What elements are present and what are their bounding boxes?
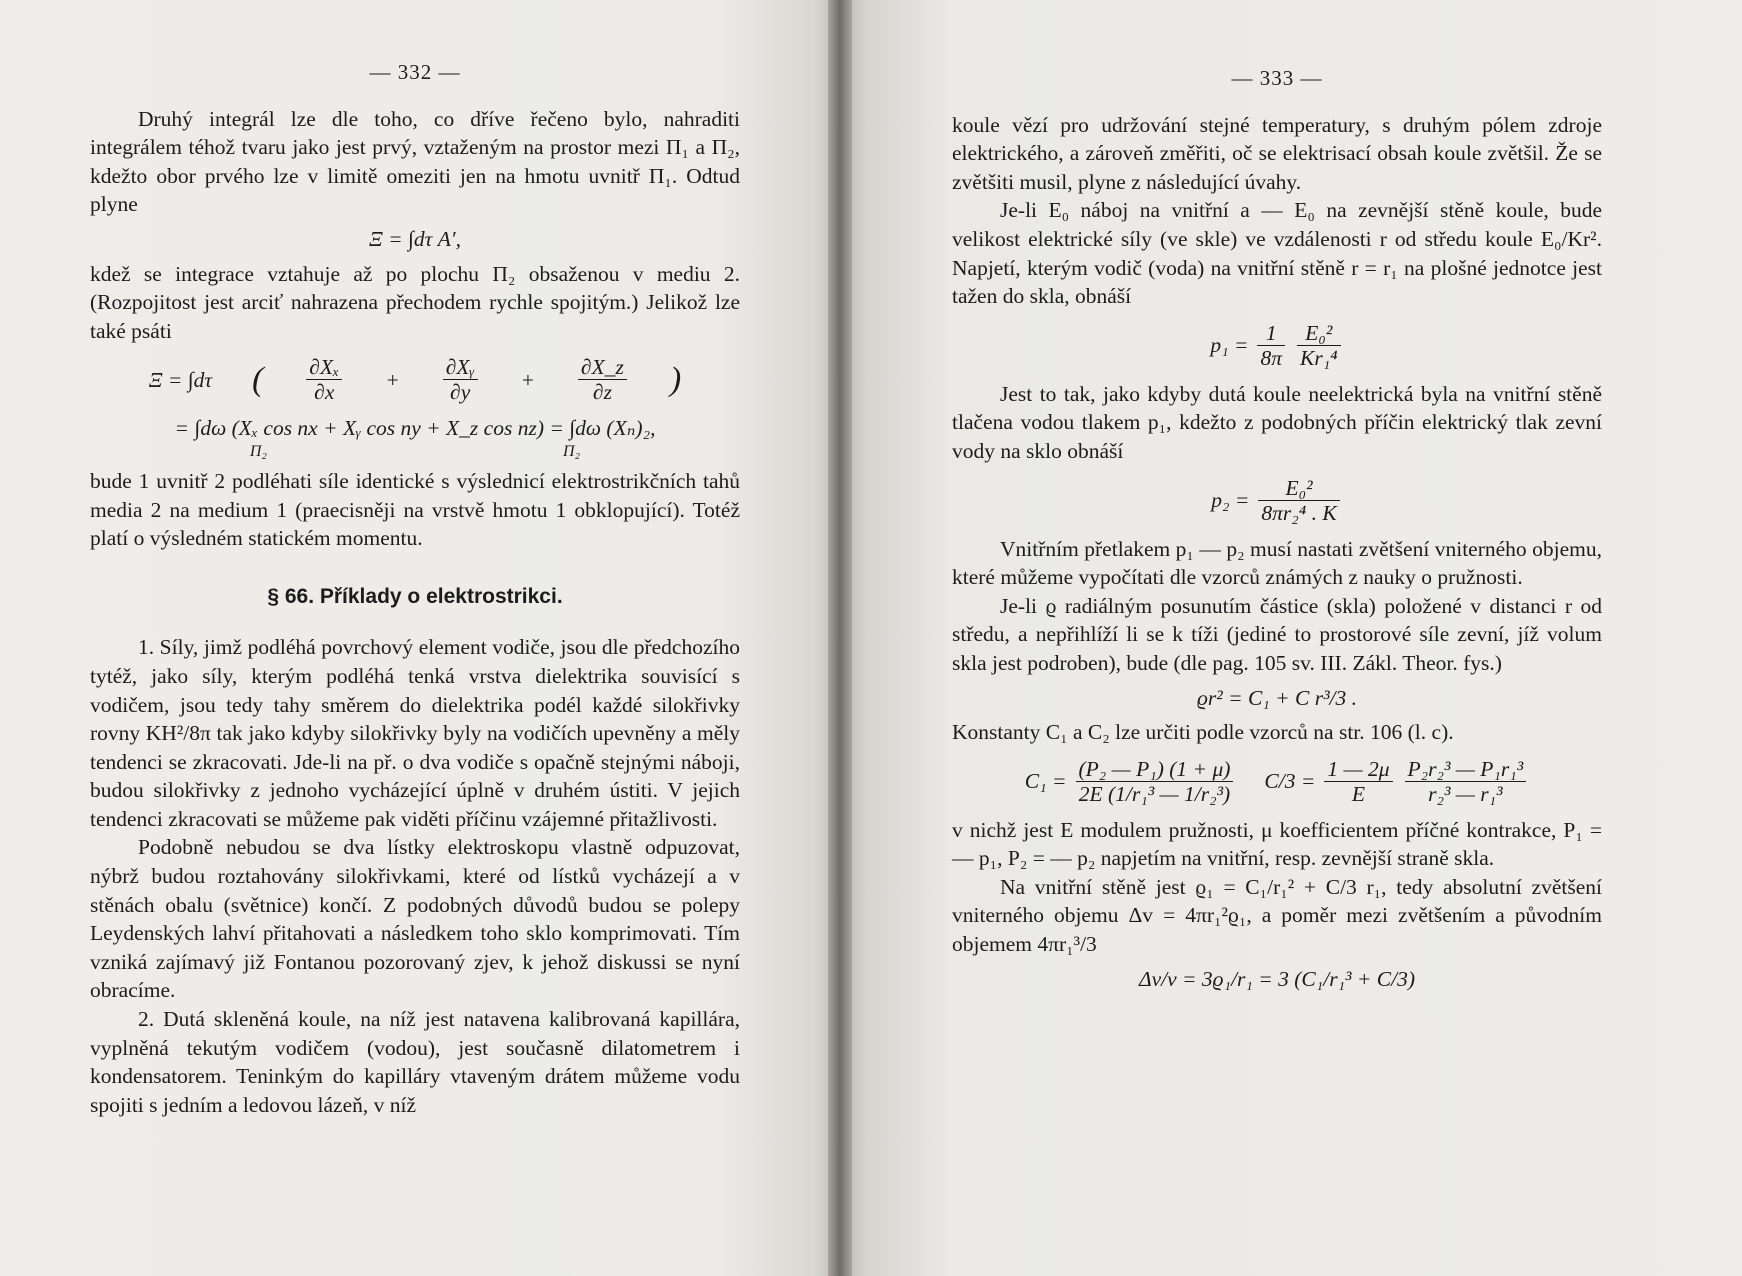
book-gutter [828,0,852,1276]
paragraph: Konstanty C₁ a C₂ lze určiti podle vzorců na str. 106 (l. c). [952,720,1454,745]
paragraph: bude 1 uvnitř 2 podléhati síle identické s výslednicí elektrostrikčních tahů media 2 na medium 1 (praecisněji na vrstvě hmotu 1 obklopující). Totéž platí o výsledném statickém momentu. [90,468,740,551]
left-page [0,0,840,1276]
equation: Δv/v = 3ϱ₁/r₁ = 3 (C₁/r₁³ + C/3) [1139,966,1415,991]
page-number-right: — 333 — [1231,66,1323,90]
paragraph: Je-li ϱ radiálným posunutím částice (skla) položené v distanci r od středu, a nepřihlíží li se k tíži (jediné to prostorové síle zevní, jíž volum skla jest podroben), bude (dle pag. 105 sv. III. Zákl. Theor. fys.) [952,593,1602,675]
page-number-left: — 332 — [369,60,461,84]
paragraph: 2. Dutá skleněná koule, na níž jest natavena kalibrovaná kapillára, vyplněná tekutým vodičem (vodou), jest současně dilatometrem i kondensatorem. Teninkým do kapilláry vtaveným drátem můžeme vodu spojiti s jedním a ledovou lázeň, v níž [90,1007,740,1117]
right-page [840,0,1742,1276]
equation: p₁ = $\frac{1}{8\pi}$ $\frac{\text{E₀²}}{\text{Kr₁⁴}}$ [952,321,1602,370]
equation: p₂ = $\frac{\text{E₀²}}{\text{8πr₂⁴ . K}}$ [952,476,1602,525]
paragraph: Na vnitřní stěně jest ϱ₁ = C₁/r₁² + C/3 r₁, tedy absolutní zvětšení vniterného objemu Δv = 4πr₁²ϱ₁, a poměr mezi zvětšením a původním objemem 4πr₁³/3 [952,874,1602,957]
equation: = ∫dω (Xₓ cos nx + Xᵧ cos ny + X_z cos nz) = ∫dω (Xₙ)₂, [174,416,656,441]
paragraph: kdež se integrace vztahuje až po plochu Π₂ obsaženou v mediu 2. (Rozpojitost jest arciť nahrazena přechodem rychle spojitým.) Jelikož lze také psáti [90,261,740,343]
equation-subscripts: Π₂ Π₂ [249,442,581,460]
paragraph: v nichž jest E modulem pružnosti, μ koefficientem příčné kontrakce, P₁ = — p₁, P₂ = — p₂ napjetím na vnitřní, resp. zevnější straně skla. [952,817,1602,871]
equation: Ξ = ∫dτ A′, [369,226,461,251]
paragraph: Podobně nebudou se dva lístky elektroskopu vlastně odpuzovat, nýbrž budou roztahovány silokřivkami, které od lístků vycházejí a v stěnách obalu (světnice) končí. Z podobných důvodů budou se polepy Leydenských lahví přitahovati a následkem toho sklo komprimovati. Tím vzniká zajímavý již Fontanou pozorovaný zjev, k jehož diskussi se nyní obracíme. [90,835,740,1003]
equation: Ξ = ∫dτ ( $\frac{\text{∂Xₓ}}{\partial x}$ + $\frac{\text{∂Xᵧ}}{\partial y}$ + $\frac{\partial X\_z}{\partial z}$ ) [148,355,682,405]
left-text-column [90,58,740,1119]
equation: ϱr² = C₁ + C r³/3 . [1196,685,1358,710]
paragraph: Je-li E₀ náboj na vnitřní a — E₀ na zevnější stěně koule, bude velikost elektrické síly (ve skle) ve vzdálenosti r od středu koule E₀/Kr². Napjetí, kterým vodič (voda) na vnitřní stěně r = r₁ na plošné jednotce jest tažen do skla, obnáší [952,198,1602,309]
paragraph: 1. Síly, jimž podléhá povrchový element vodiče, jsou dle předchozího tytéž, jako síly, kterým podléhá tenká vrstva dielektrika souvisící s vodičem, jsou tedy tahy směrem do dielektrika podél každé silokřivky rovny KH²/8π tak jako kdyby silokřivky byly na vodičích upevněny a měly tendenci se zkracovati. Jde-li na př. o dva vodiče s opačně stejnými náboji, budou silokřivky z jednoho vycházející úplně v druhém ústiti. V jejich tendenci zkracovati se můžeme pak viděti příčinu vzájemné přitažlivosti. [90,635,740,831]
paragraph: koule vězí pro udržování stejné temperatury, s druhým pólem zdroje elektrického, a zároveň změřiti, oč se elektrisací obsah koule zvětšil. Že se zvětšiti musil, plyne z následující úvahy. [952,112,1602,194]
equation: C₁ = $\frac{\text{(P₂ — P₁) (1 + μ)}}{\text{2E (1/r₁³ — 1/r₂³)}}$ C/3 = $\frac{1 — 2\mu}{E}$ $\frac{\text{P₂r₂³ — P₁r₁³}}{\text{r₂³ — r₁³}}$ [952,757,1602,806]
paragraph: Jest to tak, jako kdyby dutá koule neelektrická byla na vnitřní stěně tlačena vodou tlakem p₁, kdežto z podobných příčin elektrický tlak zevní vody na sklo obnáší [952,381,1602,463]
paragraph: Vnitřním přetlakem p₁ — p₂ musí nastati zvětšení vniterného objemu, které můžeme vypočítati dle vzorců známých z nauky o pružnosti. [952,536,1602,590]
right-text-column [952,64,1602,999]
section-heading: § 66. Příklady o elektrostrikci. [267,584,563,608]
paragraph: Druhý integrál lze dle toho, co dříve řečeno bylo, nahraditi integrálem téhož tvaru jako jest prvý, vztaženým na prostor mezi Π₁ a Π₂, kdežto obor prvého lze v limitě omeziti jen na hmotu uvnitř Π₁. Odtud plyne [90,106,740,217]
